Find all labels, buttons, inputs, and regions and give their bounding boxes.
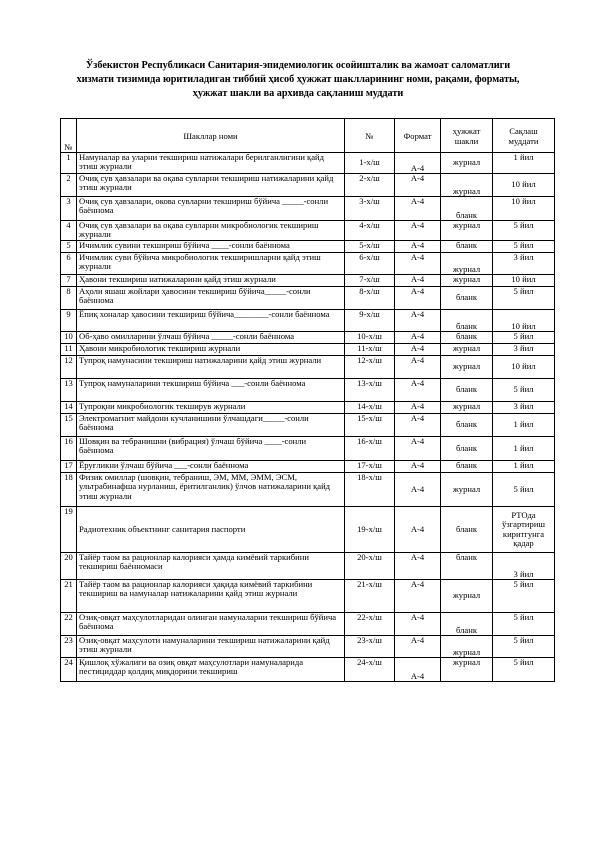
row-number: 3: [61, 197, 77, 221]
storage-term: 3 йил: [493, 402, 555, 414]
row-number: 11: [61, 344, 77, 356]
row-number: 10: [61, 332, 77, 344]
form-code: 15-х/ш: [345, 414, 395, 437]
document-kind: журнал: [441, 174, 493, 197]
table-row: [61, 197, 555, 221]
table-row: [61, 310, 555, 332]
row-number: 22: [61, 613, 77, 636]
form-code: 2-х/ш: [345, 174, 395, 197]
document-kind: бланк: [441, 613, 493, 636]
table-row: [61, 241, 555, 253]
table-row: [61, 221, 555, 241]
row-number: 13: [61, 379, 77, 402]
storage-term: 3 йил: [493, 344, 555, 356]
storage-term: 5 йил: [493, 221, 555, 241]
storage-term: 5 йил: [493, 580, 555, 613]
form-name: Ҳавони текшириш натижаларини қайд этиш журнали: [77, 275, 345, 287]
table-row: [61, 636, 555, 658]
table-row: [61, 379, 555, 402]
storage-term: 10 йил: [493, 356, 555, 379]
form-code: 5-х/ш: [345, 241, 395, 253]
form-name: Ичимлик суви бўйича микробиологик текширишларни қайд этиш журнали: [77, 253, 345, 275]
form-format: А-4: [395, 332, 441, 344]
document-kind: бланк: [441, 461, 493, 473]
document-kind: журнал: [441, 356, 493, 379]
document-kind: бланк: [441, 197, 493, 221]
title-line-3: ҳужжат шакли ва архивда сақланиш муддати: [192, 88, 404, 99]
row-number: 2: [61, 174, 77, 197]
row-number: 16: [61, 437, 77, 461]
form-name: Шовқин ва тебранишни (вибрация) ўлчаш бўйича ____-сонли баённома: [77, 437, 345, 461]
document-kind: бланк: [441, 241, 493, 253]
table-row: [61, 275, 555, 287]
document-kind: бланк: [441, 437, 493, 461]
document-kind: журнал: [441, 473, 493, 507]
row-number: 20: [61, 553, 77, 580]
header-document-kind: ҳужжат шакли: [441, 119, 493, 153]
form-code: 21-х/ш: [345, 580, 395, 613]
table-row: [61, 473, 555, 507]
form-format: А-4: [395, 275, 441, 287]
document-kind: бланк: [441, 287, 493, 310]
form-name: Тупроқни микробиологик текширув журнали: [77, 402, 345, 414]
table-row: [61, 402, 555, 414]
form-code: 20-х/ш: [345, 553, 395, 580]
form-code: 14-х/ш: [345, 402, 395, 414]
form-code: 16-х/ш: [345, 437, 395, 461]
storage-term: 5 йил: [493, 241, 555, 253]
form-name: Очиқ сув ҳавзалари, окова сувларни текшириш бўйича _____-сонли баённома: [77, 197, 345, 221]
storage-term: 5 йил: [493, 658, 555, 682]
storage-term: 1 йил: [493, 461, 555, 473]
form-name: Очиқ сув ҳавзалари ва оқава сувларни микробиологик текшириш журнали: [77, 221, 345, 241]
row-number: 12: [61, 356, 77, 379]
form-name: Ҳавони микробиологик текшириш журнали: [77, 344, 345, 356]
document-kind: журнал: [441, 658, 493, 682]
form-code: 3-х/ш: [345, 197, 395, 221]
form-name: Тупроқ намунасини текшириш натижаларини қайд этиш журнали: [77, 356, 345, 379]
row-number: 21: [61, 580, 77, 613]
form-name: Озиқ-овқат маҳсулоти намуналарини текшириш натижаларини қайд этиш журнали: [77, 636, 345, 658]
form-format: А-4: [395, 437, 441, 461]
storage-term: 10 йил: [493, 275, 555, 287]
form-code: 8-х/ш: [345, 287, 395, 310]
form-format: А-4: [395, 658, 441, 682]
form-code: 19-х/ш: [345, 507, 395, 553]
document-kind: журнал: [441, 580, 493, 613]
storage-term: 10 йил: [493, 174, 555, 197]
row-number: 17: [61, 461, 77, 473]
form-format: А-4: [395, 379, 441, 402]
form-format: А-4: [395, 241, 441, 253]
row-number: 23: [61, 636, 77, 658]
table-row: [61, 461, 555, 473]
storage-term: 5 йил: [493, 332, 555, 344]
table-row: [61, 153, 555, 174]
document-kind: бланк: [441, 379, 493, 402]
row-number: 6: [61, 253, 77, 275]
form-code: 13-х/ш: [345, 379, 395, 402]
form-format: А-4: [395, 553, 441, 580]
row-number: 1: [61, 153, 77, 174]
form-name: Намуналар ва уларни текшириш натижалари берилганлигини қайд этиш журнали: [77, 153, 345, 174]
form-name: Озиқ-овқат маҳсулотларидан олинган намуналарни текшириш бўйича баённома: [77, 613, 345, 636]
storage-term: 10 йил: [493, 197, 555, 221]
header-form-code: №: [345, 119, 395, 153]
form-name: Тайёр таом ва рационлар калорияси ҳамда кимёвий таркибини текшириш баённомаси: [77, 553, 345, 580]
table-row: [61, 580, 555, 613]
form-code: 17-х/ш: [345, 461, 395, 473]
header-number: №: [61, 119, 77, 153]
form-name: Тупроқ намуналарини текшириш бўйича ___-сонли баённома: [77, 379, 345, 402]
header-format: Формат: [395, 119, 441, 153]
row-number: 4: [61, 221, 77, 241]
row-number: 19: [61, 507, 77, 553]
table-row: [61, 507, 555, 553]
form-name: Об-ҳаво омилларини ўлчаш бўйича _____-сонли баённома: [77, 332, 345, 344]
form-format: А-4: [395, 507, 441, 553]
form-format: А-4: [395, 287, 441, 310]
form-format: А-4: [395, 613, 441, 636]
document-kind: журнал: [441, 636, 493, 658]
form-code: 10-х/ш: [345, 332, 395, 344]
storage-term: 10 йил: [493, 310, 555, 332]
storage-term: 1 йил: [493, 437, 555, 461]
document-title: [40, 59, 556, 101]
table-row: [61, 553, 555, 580]
storage-term: 1 йил: [493, 153, 555, 174]
form-format: А-4: [395, 580, 441, 613]
table-row: [61, 356, 555, 379]
form-name: Ёпиқ хоналар ҳавосини текшириш бўйича________-сонли баённома: [77, 310, 345, 332]
form-name: Ичимлик сувини текшириш бўйича ____-сонли баённома: [77, 241, 345, 253]
form-name: Очиқ сув ҳавзалари ва оқава сувларни текшириш натижаларини қайд этиш журнали: [77, 174, 345, 197]
storage-term: 5 йил: [493, 613, 555, 636]
table-row: [61, 174, 555, 197]
forms-register-table: [60, 118, 555, 682]
header-storage-term: Сақлаш муддати: [493, 119, 555, 153]
title-line-1: Ўзбекистон Республикаси Санитария-эпидемиологик осойишталик ва жамоат саломатлиги: [85, 60, 511, 71]
form-code: 7-х/ш: [345, 275, 395, 287]
table-row: [61, 332, 555, 344]
form-format: А-4: [395, 636, 441, 658]
row-number: 7: [61, 275, 77, 287]
form-format: А-4: [395, 253, 441, 275]
document-kind: журнал: [441, 402, 493, 414]
storage-term: 5 йил: [493, 379, 555, 402]
form-format: А-4: [395, 356, 441, 379]
form-format: А-4: [395, 153, 441, 174]
table-row: [61, 658, 555, 682]
storage-term: 3 йил: [493, 553, 555, 580]
storage-term: 5 йил: [493, 636, 555, 658]
document-kind: журнал: [441, 344, 493, 356]
form-code: 23-х/ш: [345, 636, 395, 658]
storage-term: 5 йил: [493, 287, 555, 310]
document-kind: бланк: [441, 553, 493, 580]
table-header-row: [61, 119, 555, 153]
form-name: Электромагнит майдони кучланишини ўлчашдаги_____-сонли баённома: [77, 414, 345, 437]
document-kind: журнал: [441, 221, 493, 241]
row-number: 9: [61, 310, 77, 332]
storage-term: 5 йил: [493, 473, 555, 507]
document-kind: журнал: [441, 253, 493, 275]
document-kind: журнал: [441, 153, 493, 174]
form-name: Радиотехник объектнинг санитария паспорти: [77, 507, 345, 553]
row-number: 14: [61, 402, 77, 414]
form-code: 12-х/ш: [345, 356, 395, 379]
table-row: [61, 414, 555, 437]
row-number: 8: [61, 287, 77, 310]
table-row: [61, 344, 555, 356]
table-row: [61, 613, 555, 636]
row-number: 24: [61, 658, 77, 682]
form-name: Физик омиллар (шовқин, тебраниш, ЭМ, ММ, ЭММ, ЭСМ, ультрабинафша нурланиш, ёритилганлик) ўлчов натижаларини қайд этиш журнали: [77, 473, 345, 507]
form-code: 1-х/ш: [345, 153, 395, 174]
storage-term: 1 йил: [493, 414, 555, 437]
title-line-2: хизмати тизимида юритиладиган тиббий ҳисоб ҳужжат шаклларининг номи, рақами, форматы,: [76, 74, 520, 85]
document-kind: бланк: [441, 332, 493, 344]
form-name: Ёруғликни ўлчаш бўйича ___-сонли баённома: [77, 461, 345, 473]
form-code: 11-х/ш: [345, 344, 395, 356]
form-format: А-4: [395, 221, 441, 241]
table-row: [61, 287, 555, 310]
row-number: 15: [61, 414, 77, 437]
header-form-name: Шакллар номи: [77, 119, 345, 153]
form-format: А-4: [395, 344, 441, 356]
form-code: 22-х/ш: [345, 613, 395, 636]
table-row: [61, 253, 555, 275]
form-name: Аҳоли яшаш жойлари ҳавосини текшириш бўйича_____-сонли баённома: [77, 287, 345, 310]
row-number: 18: [61, 473, 77, 507]
form-format: А-4: [395, 174, 441, 197]
document-kind: журнал: [441, 275, 493, 287]
form-format: А-4: [395, 197, 441, 221]
form-format: А-4: [395, 473, 441, 507]
document-kind: бланк: [441, 310, 493, 332]
form-code: 9-х/ш: [345, 310, 395, 332]
table-row: [61, 437, 555, 461]
form-format: А-4: [395, 310, 441, 332]
form-code: 24-х/ш: [345, 658, 395, 682]
storage-term: РТОда ўзгартириш киритгунга қадар: [493, 507, 555, 553]
form-code: 4-х/ш: [345, 221, 395, 241]
form-format: А-4: [395, 402, 441, 414]
storage-term: 3 йил: [493, 253, 555, 275]
form-code: 18-х/ш: [345, 473, 395, 507]
row-number: 5: [61, 241, 77, 253]
document-kind: бланк: [441, 507, 493, 553]
document-kind: бланк: [441, 414, 493, 437]
form-format: А-4: [395, 414, 441, 437]
form-format: А-4: [395, 461, 441, 473]
form-name: Тайёр таом ва рационлар калорияси ҳақида кимёвий таркибини текшириш ва намуналар натижаларини қайд этиш журнали: [77, 580, 345, 613]
form-code: 6-х/ш: [345, 253, 395, 275]
form-name: Қишлоқ хўжалиги ва озиқ овқат маҳсулотлари намуналарида пестициддар қолдиқ миқдорини текшириш: [77, 658, 345, 682]
